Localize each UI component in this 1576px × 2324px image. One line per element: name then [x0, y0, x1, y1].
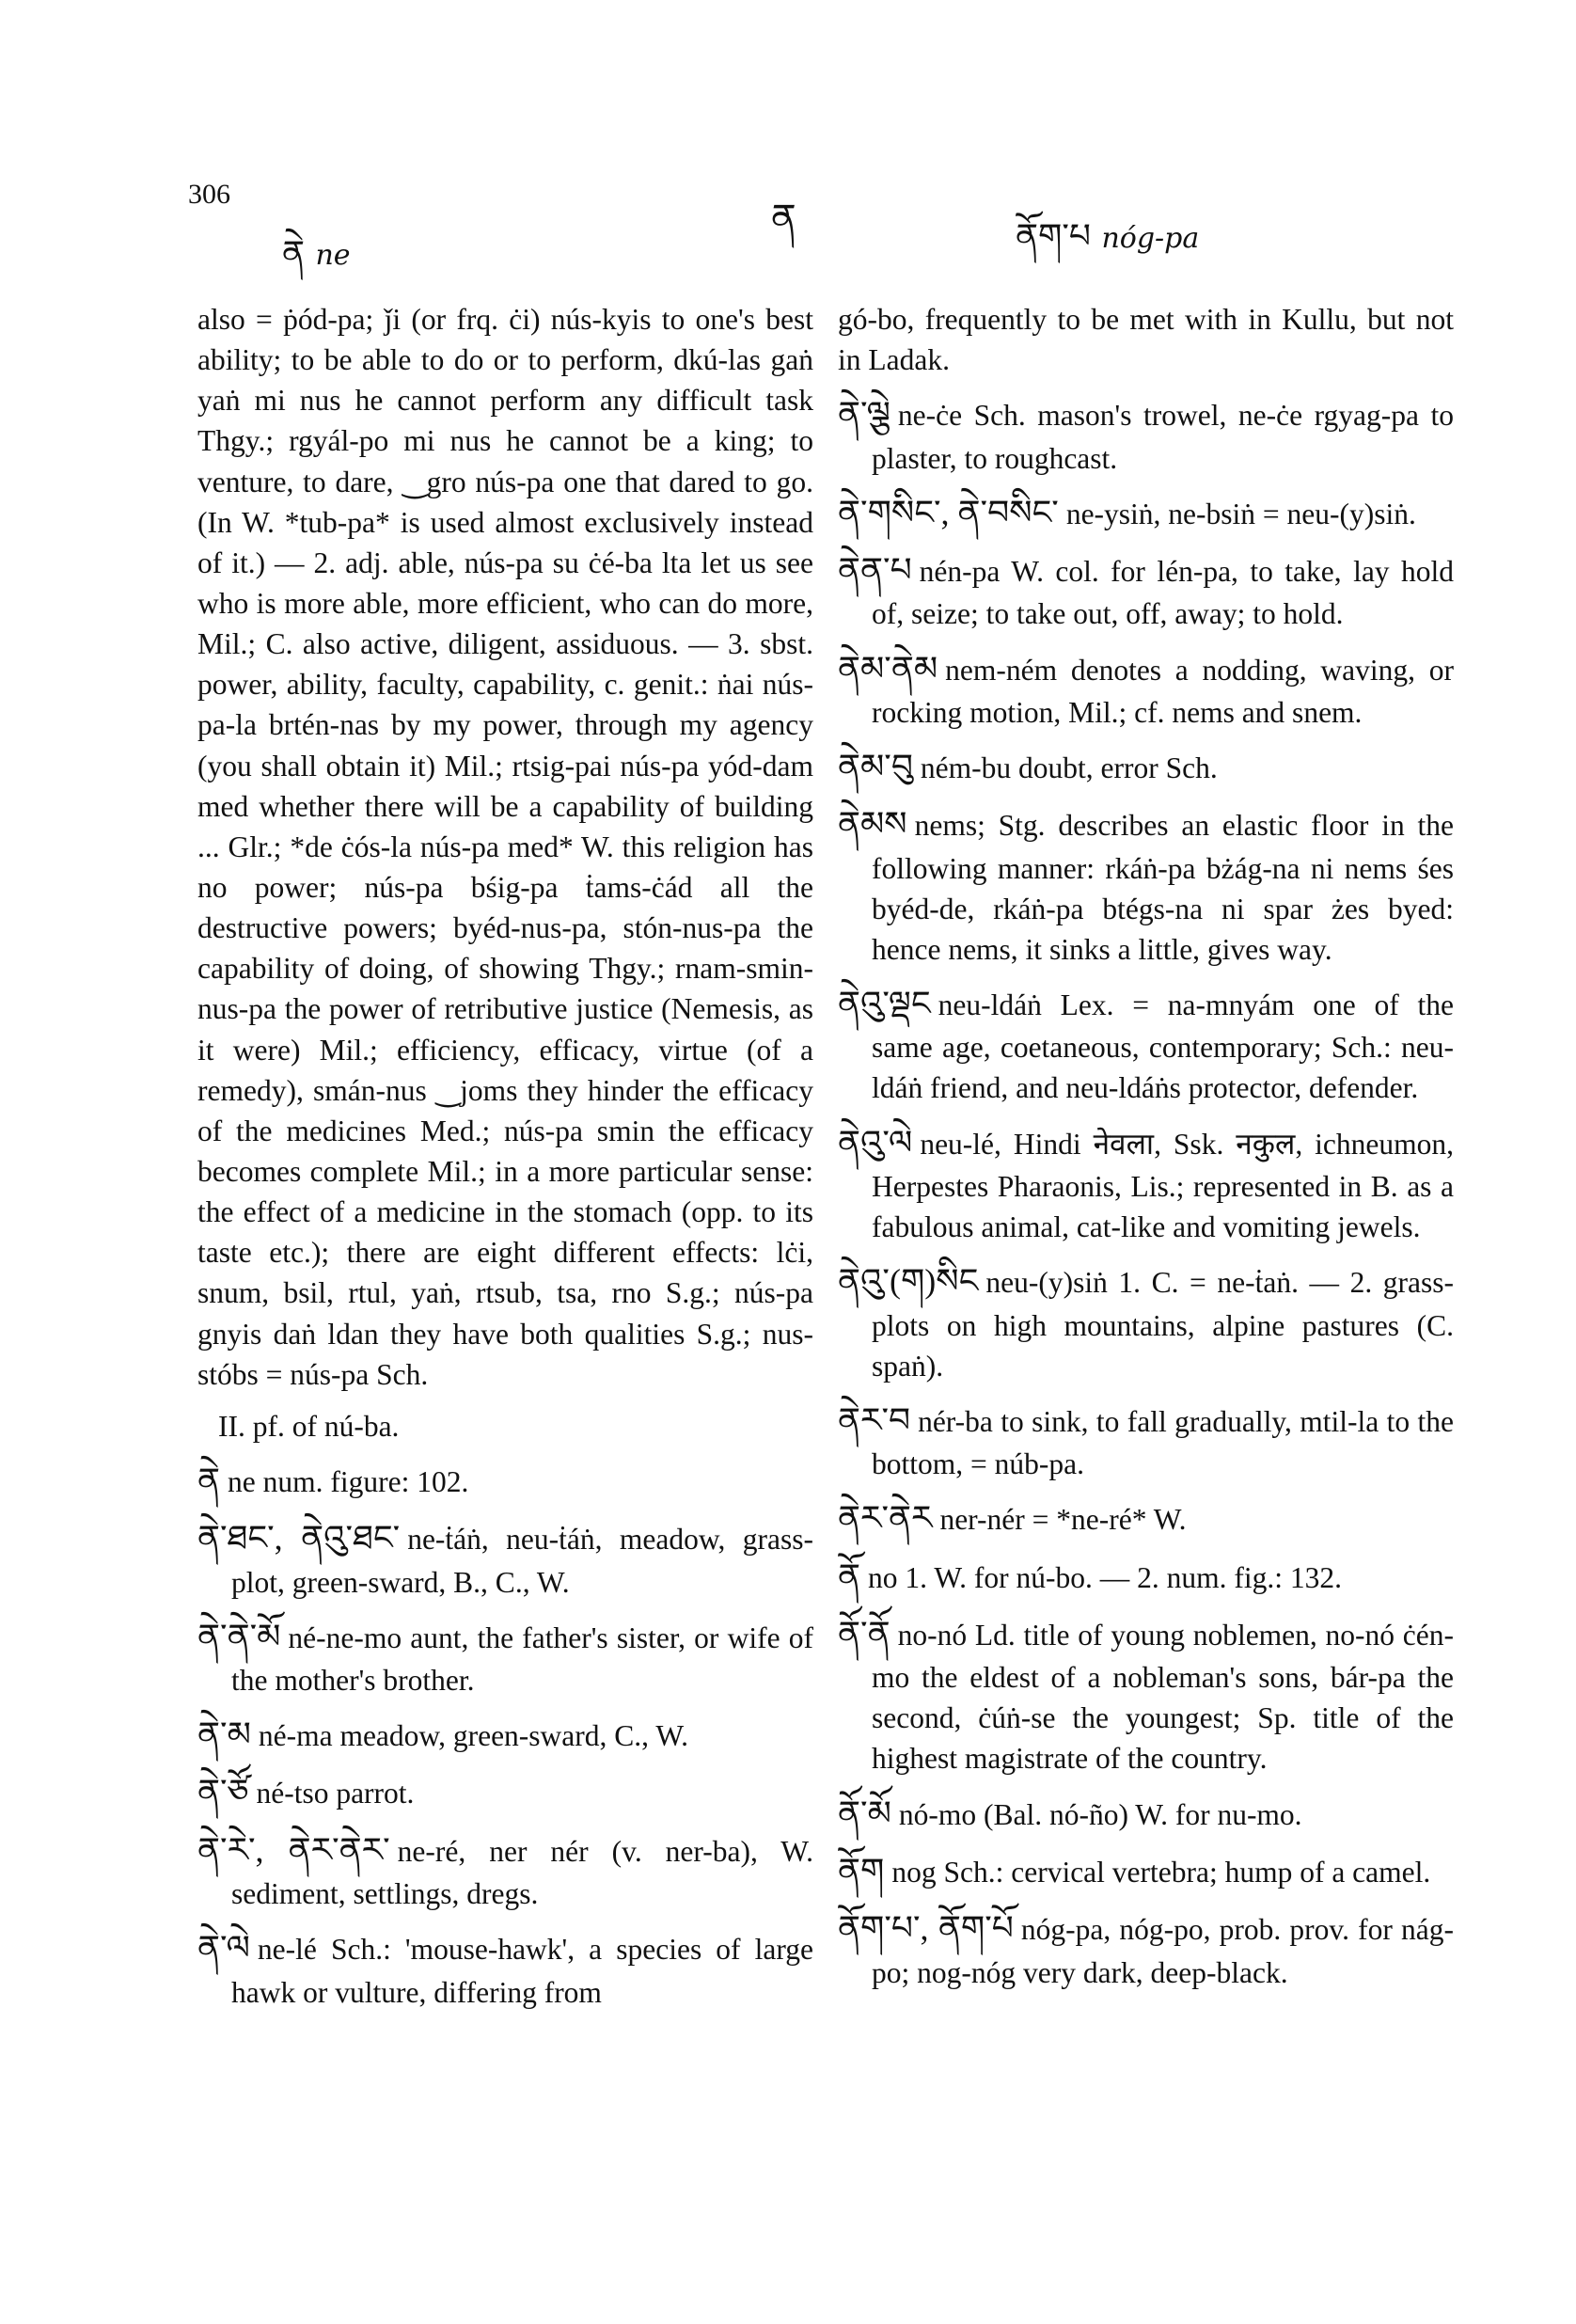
- dictionary-entry: [838, 1905, 1454, 1992]
- dictionary-entry: [838, 1611, 1454, 1779]
- entry-text: né-ne-mo aunt, the father's sister, or wife of the mother's brother.: [231, 1620, 813, 1698]
- dictionary-entry: [838, 1120, 1454, 1248]
- entry-text: no-nó Ld. title of young noblemen, no-nó ċén-mo the eldest of a nobleman's sons, bár-pa the second, ċúṅ-se the youngest; Sp. title of the highest magistrate of the country.: [872, 1618, 1454, 1776]
- dictionary-entry: [838, 744, 1454, 790]
- entry-text: nóg-pa, nóg-po, prob. prov. for nág-po; nog-nóg very dark, deep-black.: [872, 1913, 1454, 1989]
- entry-text: nems; Stg. describes an elastic floor in the following manner: rkáṅ-pa bżág-na ni nems śes byéd-de, rkáṅ-pa btégs-na ni spar żes byed: hence nems, it sinks a little, gives way.: [872, 809, 1454, 966]
- entry-text: nem-ném denotes a nodding, waving, or rocking motion, Mil.; cf. nems and snem.: [872, 653, 1454, 729]
- entry-text: ne-ré, ner nér (v. ner-ba), W. sediment, settlings, dregs.: [231, 1834, 813, 1911]
- entry-continuation: [197, 1406, 813, 1447]
- tibetan-headword: ནེ་ཙོ: [197, 1773, 249, 1811]
- entry-text: ne-ysiṅ, ne-bsiṅ = neu-(y)siṅ.: [1065, 497, 1416, 530]
- tibetan-headword: ནེམས: [838, 805, 907, 844]
- entry-text: nér-ba to sink, to fall gradually, mtil-la to the bottom, = núb-pa.: [872, 1404, 1454, 1481]
- entry-text: nó-mo (Bal. nó-ño) W. for nu-mo.: [898, 1797, 1302, 1831]
- entry-text: ne num. figure: 102.: [228, 1464, 469, 1498]
- dictionary-entry: [838, 1258, 1454, 1386]
- dictionary-entry: [838, 981, 1454, 1109]
- center-letter: ན: [771, 197, 796, 240]
- left-headword-roman: ne: [315, 239, 351, 272]
- right-headword-roman: nóg-pa: [1101, 222, 1200, 255]
- dictionary-entry: [197, 1925, 813, 2012]
- dictionary-entry: [197, 1712, 813, 1758]
- entry-text: ner-nér = *ne-ré* W.: [939, 1503, 1187, 1537]
- tibetan-headword: ནེར་བ: [838, 1400, 911, 1439]
- tibetan-headword: ནེ་ཐང་, ནེའུ་ཐང་: [197, 1519, 401, 1557]
- dictionary-entry: [838, 1398, 1454, 1484]
- entry-text: ne-ċe Sch. mason's trowel, ne-ċe rgyag-pa to plaster, to roughcast.: [872, 399, 1454, 475]
- tibetan-headword: ནེ་ལེ: [197, 1929, 250, 1968]
- tibetan-headword: ནེ་རེ་, ནེར་ནེར་: [197, 1830, 390, 1869]
- dictionary-entry: [838, 801, 1454, 970]
- entry-text: also = ṗód-pa; ǰi (or frq. ċi) nús-kyis to one's best ability; to be able to do or to perform, dkú-las gaṅ yaṅ mi nus he cannot perform any difficult task Thgy.; rgyál-po mi nus he cannot be a king; to venture, to dare, ‿gro nús-pa one that dared to go. (In W. *tub-pa* is used almost exclusively instead of it.) — 2. adj. able, nús-pa su ċé-ba lta let us see who is more able, more efficient, who can do more, Mil.; C. also active, diligent, assiduous. — 3. sbst. power, ability, faculty, capability, c. genit.: ṅai nús-pa-la brtén-nas by my power, through my agency (you shall obtain it) Mil.; rtsig-pai nús-pa yód-dam med whether there will be a capability of building ... Glr.; *de ċós-la nús-pa med* W. this religion has no power; nús-pa bśig-pa ṫams-ċád all the destructive powers; byéd-nus-pa, stón-nus-pa the capability of doing, of showing Thgy.; rnam-smin-nus-pa the power of retributive justice (Nemesis, as it were) Mil.; efficiency, efficacy, virtue (of a remedy), smán-nus ‿joms they hinder the efficacy of the medicines Med.; nús-pa smin the efficacy becomes complete Mil.; in a more particular sense: the effect of a medicine in the stomach (opp. to its taste etc.); there are eight different effects: lċi, snum, bsil, rtul, yaṅ, rtsub, tsa, rno S.g.; nús-pa gnyis daṅ ldan they have both qualities S.g.; nus-stóbs = nús-pa Sch.: [197, 303, 813, 1391]
- tibetan-headword: ནེའུ་ལེ: [838, 1123, 913, 1162]
- entry-text: né-ma meadow, green-sward, C., W.: [258, 1719, 689, 1753]
- tibetan-headword: ནེ་ནེ་མོ: [197, 1617, 281, 1655]
- tibetan-headword: ནེན་པ: [838, 551, 912, 590]
- entry-text: neu-lé, Hindi नेवला, Ssk. नकुल, ichneumon, Herpestes Pharaonis, Lis.; represented in B. as a fabulous animal, cat-like and vomiting jewels.: [872, 1127, 1454, 1244]
- left-headword: ནེ ne: [282, 234, 351, 273]
- dictionary-entry: [197, 1827, 813, 1914]
- tibetan-headword: ནོ: [838, 1557, 861, 1595]
- dictionary-columns: [197, 299, 1454, 2227]
- dictionary-entry: [197, 1458, 813, 1504]
- tibetan-headword: ནེའུ་(ག)སིང: [838, 1262, 979, 1301]
- tibetan-headword: ནེ: [197, 1461, 221, 1499]
- entry-text: nén-pa W. col. for lén-pa, to take, lay hold of, seize; to take out, off, away; to hold.: [872, 555, 1454, 631]
- entry-continuation: [197, 299, 813, 1395]
- tibetan-headword: ནོག་པ་, ནོག་པོ: [838, 1909, 1014, 1948]
- tibetan-headword: ནེར་ནེར: [838, 1499, 933, 1538]
- entry-text: né-tso parrot.: [256, 1777, 415, 1810]
- dictionary-entry: [838, 490, 1454, 536]
- dictionary-entry: [838, 1848, 1454, 1894]
- dictionary-entry: [197, 1515, 813, 1602]
- entry-text: gó-bo, frequently to be met with in Kullu, but not in Ladak.: [838, 303, 1454, 377]
- running-head: [188, 160, 1411, 273]
- entry-text: nog Sch.: cervical vertebra; hump of a camel.: [891, 1855, 1431, 1889]
- dictionary-entry: [838, 1791, 1454, 1837]
- dictionary-entry: [838, 1495, 1454, 1541]
- left-column: [197, 299, 813, 2227]
- dictionary-entry: [838, 391, 1454, 478]
- entry-text: neu-(y)siṅ 1. C. = ne-ṫaṅ. — 2. grass-plots on high mountains, alpine pastures (C. spaṅ).: [872, 1266, 1454, 1383]
- entry-text: II. pf. of nú-ba.: [218, 1409, 400, 1443]
- tibetan-headword: ནེམ་ནེམ: [838, 649, 938, 688]
- tibetan-headword: ནེ་གསིང་, ནེ་བསིང་: [838, 493, 1059, 531]
- tibetan-headword: ནོ་མོ: [838, 1794, 891, 1832]
- entry-text: ne-ṫáṅ, neu-ṫáṅ, meadow, grass-plot, green-sward, B., C., W.: [231, 1523, 813, 1599]
- tibetan-headword: ནེ་ལྕེ: [838, 395, 890, 434]
- dictionary-entry: [838, 1554, 1454, 1600]
- right-column: [838, 299, 1454, 2227]
- tibetan-headword: ནེ་མ: [197, 1715, 251, 1754]
- tibetan-headword: ནོག: [838, 1851, 885, 1889]
- tibetan-headword: ནེའུ་ལྡང: [838, 985, 931, 1022]
- entry-text: ném-bu doubt, error Sch.: [920, 751, 1218, 784]
- tibetan-headword: ནོ་ནོ: [838, 1614, 890, 1652]
- entry-text: no 1. W. for nú-bo. — 2. num. fig.: 132.: [868, 1560, 1343, 1594]
- entry-text: ne-lé Sch.: 'mouse-hawk', a species of large hawk or vulture, differing from: [231, 1933, 813, 2009]
- dictionary-entry: [197, 1614, 813, 1700]
- tibetan-headword: ནེམ་བུ: [838, 747, 913, 785]
- dictionary-entry: [838, 646, 1454, 733]
- page-number: 306: [188, 179, 230, 210]
- entry-text: neu-ldáṅ Lex. = na-mnyám one of the same age, coetaneous, contemporary; Sch.: neu-ldáṅ friend, and neu-ldáṅs protector, defender.: [872, 988, 1454, 1105]
- dictionary-entry: [197, 1769, 813, 1815]
- right-headword: ནོག་པ nóg-pa: [1016, 217, 1200, 256]
- entry-continuation: [838, 299, 1454, 380]
- dictionary-entry: [838, 547, 1454, 634]
